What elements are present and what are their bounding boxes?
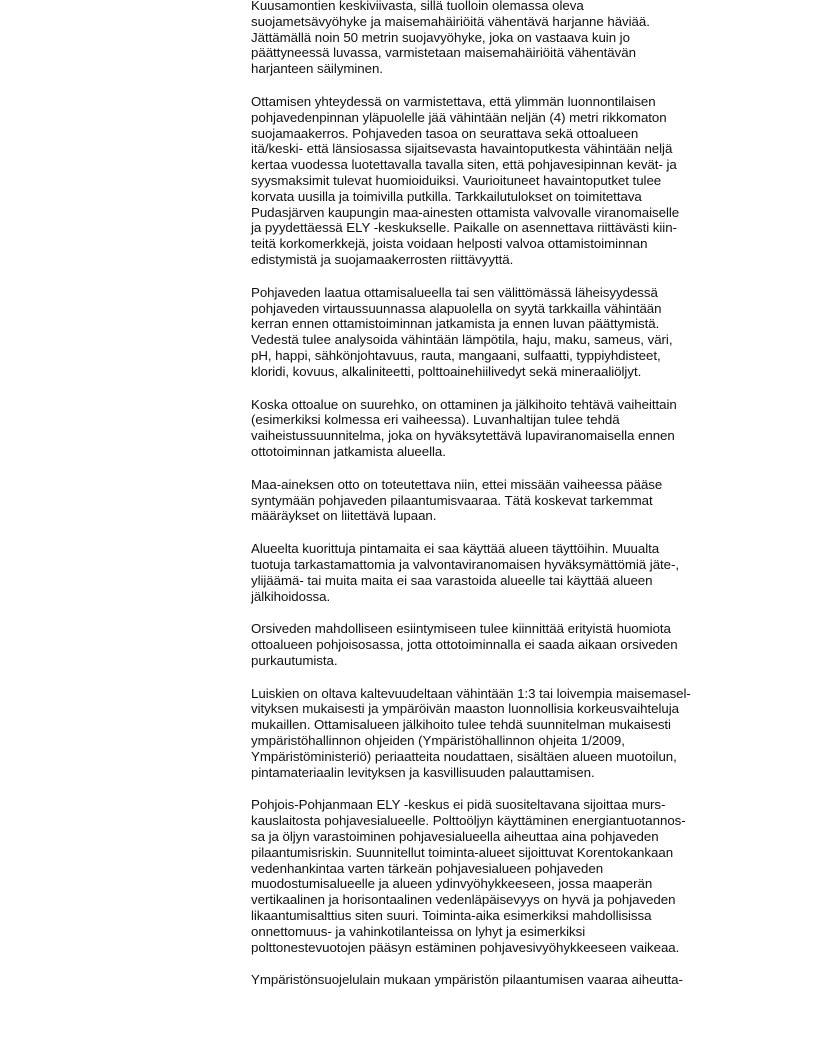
text-line: ottoalueen pohjoisosassa, jotta ottotoiminnalla ei saada aikaan orsiveden xyxy=(251,637,678,653)
text-line: Alueelta kuorittuja pintamaita ei saa käyttää alueen täyttöihin. Muualta xyxy=(251,541,660,557)
text-line: teitä korkomerkkejä, joista voidaan helposti valvoa ottamistoiminnan xyxy=(251,236,648,252)
text-line: itä/keski- että länsiosassa sijaitsevasta havaintoputkesta vähintään neljä xyxy=(251,141,673,157)
text-line: syntymään pohjaveden pilaantumisvaaraa. Tätä koskevat tarkemmat xyxy=(251,492,653,508)
text-line: vaiheistussuunnitelma, joka on hyväksytettävä lupaviranomaisella ennen xyxy=(251,428,675,444)
text-line: edistymistä ja suojamaakerrosten riittävyyttä. xyxy=(251,251,514,267)
text-line: Ympäristönsuojelulain mukaan ympäristön pilaantumisen vaaraa aiheutta- xyxy=(251,972,683,988)
text-line: päättyneessä luvassa, varmistetaan maisemahäiriöitä vähentävän xyxy=(251,45,636,61)
text-line: vedenhankintaa varten tärkeän pohjavesialueen pohjaveden xyxy=(251,860,604,876)
text-line: likaantumisalttius siten suuri. Toiminta-aika esimerkiksi mahdollisissa xyxy=(251,908,652,924)
paragraph xyxy=(251,686,751,781)
text-line: (esimerkiksi kolmessa eri vaiheessa). Luvanhaltijan tulee tehdä xyxy=(251,412,620,428)
text-line: korvata uusilla ja toimivilla putkilla. Tarkkailutulokset on toimitettava xyxy=(251,188,642,204)
text-line: ja pyydettäessä ELY -keskukselle. Paikalle on asennettava riittävästi kiin- xyxy=(251,220,677,236)
text-line: ottotoiminnan jatkamista alueella. xyxy=(251,443,446,459)
text-line: sa ja öljyn varastoiminen pohjavesialueella aiheuttaa aina pohjaveden xyxy=(251,829,659,845)
text-line: kerran ennen ottamistoiminnan jatkamista ja ennen luvan päättymistä. xyxy=(251,316,660,332)
paragraph xyxy=(251,972,751,988)
text-line: Ottamisen yhteydessä on varmistettava, että ylimmän luonnontilaisen xyxy=(251,93,656,109)
text-line: Vedestä tulee analysoida vähintään lämpötila, haju, maku, sameus, väri, xyxy=(251,332,673,348)
text-line: mukaillen. Ottamisalueen jälkihoito tulee tehdä suunnitelman mukaisesti xyxy=(251,717,671,733)
paragraph xyxy=(251,621,751,668)
text-line: tuotuja tarkastamattomia ja valvontaviranomaisen hyväksymättömiä jäte-, xyxy=(251,556,680,572)
text-line: kertaa vuodessa luotettavalla tavalla siten, että pohjavesipinnan kevät- ja xyxy=(251,157,677,173)
text-line: ylijäämä- tai muita maita ei saa varastoida alueelle tai käyttää alueen xyxy=(251,572,653,588)
text-line: Jättämällä noin 50 metrin suojavyöhyke, joka on vastaava kuin jo xyxy=(251,29,630,45)
text-line: polttonestevuotojen pääsyn estäminen pohjavesivyöhykkeeseen vaikeaa. xyxy=(251,939,680,955)
paragraph xyxy=(251,797,751,955)
text-line: Pudasjärven kaupungin maa-ainesten ottamista valvovalle viranomaiselle xyxy=(251,204,680,220)
text-line: vityksen mukaisesti ja ympäröivän maaston luonnollisia korkeusvaihteluja xyxy=(251,701,680,717)
text-line: syysmaksimit tulevat huomioiduiksi. Vaurioituneet havaintoputket tulee xyxy=(251,172,662,188)
text-line: kauslaitosta pohjavesialueelle. Polttoöljyn käyttäminen energiantuotannos- xyxy=(251,813,686,829)
text-line: Koska ottoalue on suurehko, on ottaminen ja jälkihoito tehtävä vaiheittain xyxy=(251,396,677,412)
text-line: ympäristöhallinnon ohjeiden (Ympäristöhallinnon ohjeita 1/2009, xyxy=(251,733,625,749)
text-line: pH, happi, sähkönjohtavuus, rauta, mangaani, sulfaatti, typpiyhdisteet, xyxy=(251,347,661,363)
text-line: purkautumista. xyxy=(251,652,338,668)
paragraph xyxy=(251,397,751,460)
text-line: Luiskien on oltava kaltevuudeltaan vähintään 1:3 tai loivempia maisemasel- xyxy=(251,685,691,701)
text-line: onnettomuus- ja vahinkotilanteissa on lyhyt ja esimerkiksi xyxy=(251,923,586,939)
text-line: Ympäristöministeriö) periaatteita noudattaen, sisältäen alueen muotoilun, xyxy=(251,748,677,764)
text-line: pilaantumisriskin. Suunnitellut toiminta-alueet sijoittuvat Korentokankaan xyxy=(251,844,674,860)
text-line: harjanteen säilyminen. xyxy=(251,61,383,77)
text-line: Orsiveden mahdolliseen esiintymiseen tulee kiinnittää erityistä huomiota xyxy=(251,621,671,637)
paragraph xyxy=(251,285,751,380)
text-line: suojamaakerros. Pohjaveden tasoa on seurattava sekä ottoalueen xyxy=(251,125,639,141)
text-line: muodostumisalueelle ja alueen ydinvyöhykkeeseen, jossa maaperän xyxy=(251,876,653,892)
text-line: Pohjaveden laatua ottamisalueella tai sen välittömässä läheisyydessä xyxy=(251,284,658,300)
paragraph xyxy=(251,541,751,604)
text-line: Maa-aineksen otto on toteutettava niin, ettei missään vaiheessa pääse xyxy=(251,476,663,492)
text-line: suojametsävyöhyke ja maisemahäiriöitä vähentävä harjanne häviää. xyxy=(251,13,650,29)
text-line: pohjaveden virtaussuunnassa alapuolella on syytä tarkkailla vähintään xyxy=(251,300,662,316)
text-line: kloridi, kovuus, alkaliniteetti, polttoainehiilivedyt sekä mineraaliöljyt. xyxy=(251,363,642,379)
paragraph xyxy=(251,94,751,268)
text-line: vertikaalinen ja horisontaalinen vedenläpäisevyys on hyvä ja pohjaveden xyxy=(251,892,676,908)
text-line: jälkihoidossa. xyxy=(251,588,331,604)
text-line: Kuusamontien keskiviivasta, sillä tuolloin olemassa oleva xyxy=(251,0,584,13)
text-line: Pohjois-Pohjanmaan ELY -keskus ei pidä suositeltavana sijoittaa murs- xyxy=(251,797,666,813)
text-line: pintamateriaalin levityksen ja kasvillisuuden palauttamisen. xyxy=(251,764,595,780)
text-line: pohjavedenpinnan yläpuolelle jää vähintään neljän (4) metri rikkomaton xyxy=(251,109,667,125)
paragraph xyxy=(251,0,751,77)
paragraph xyxy=(251,477,751,524)
document-body xyxy=(251,0,751,1005)
text-line: määräykset on liitettävä lupaan. xyxy=(251,508,437,524)
